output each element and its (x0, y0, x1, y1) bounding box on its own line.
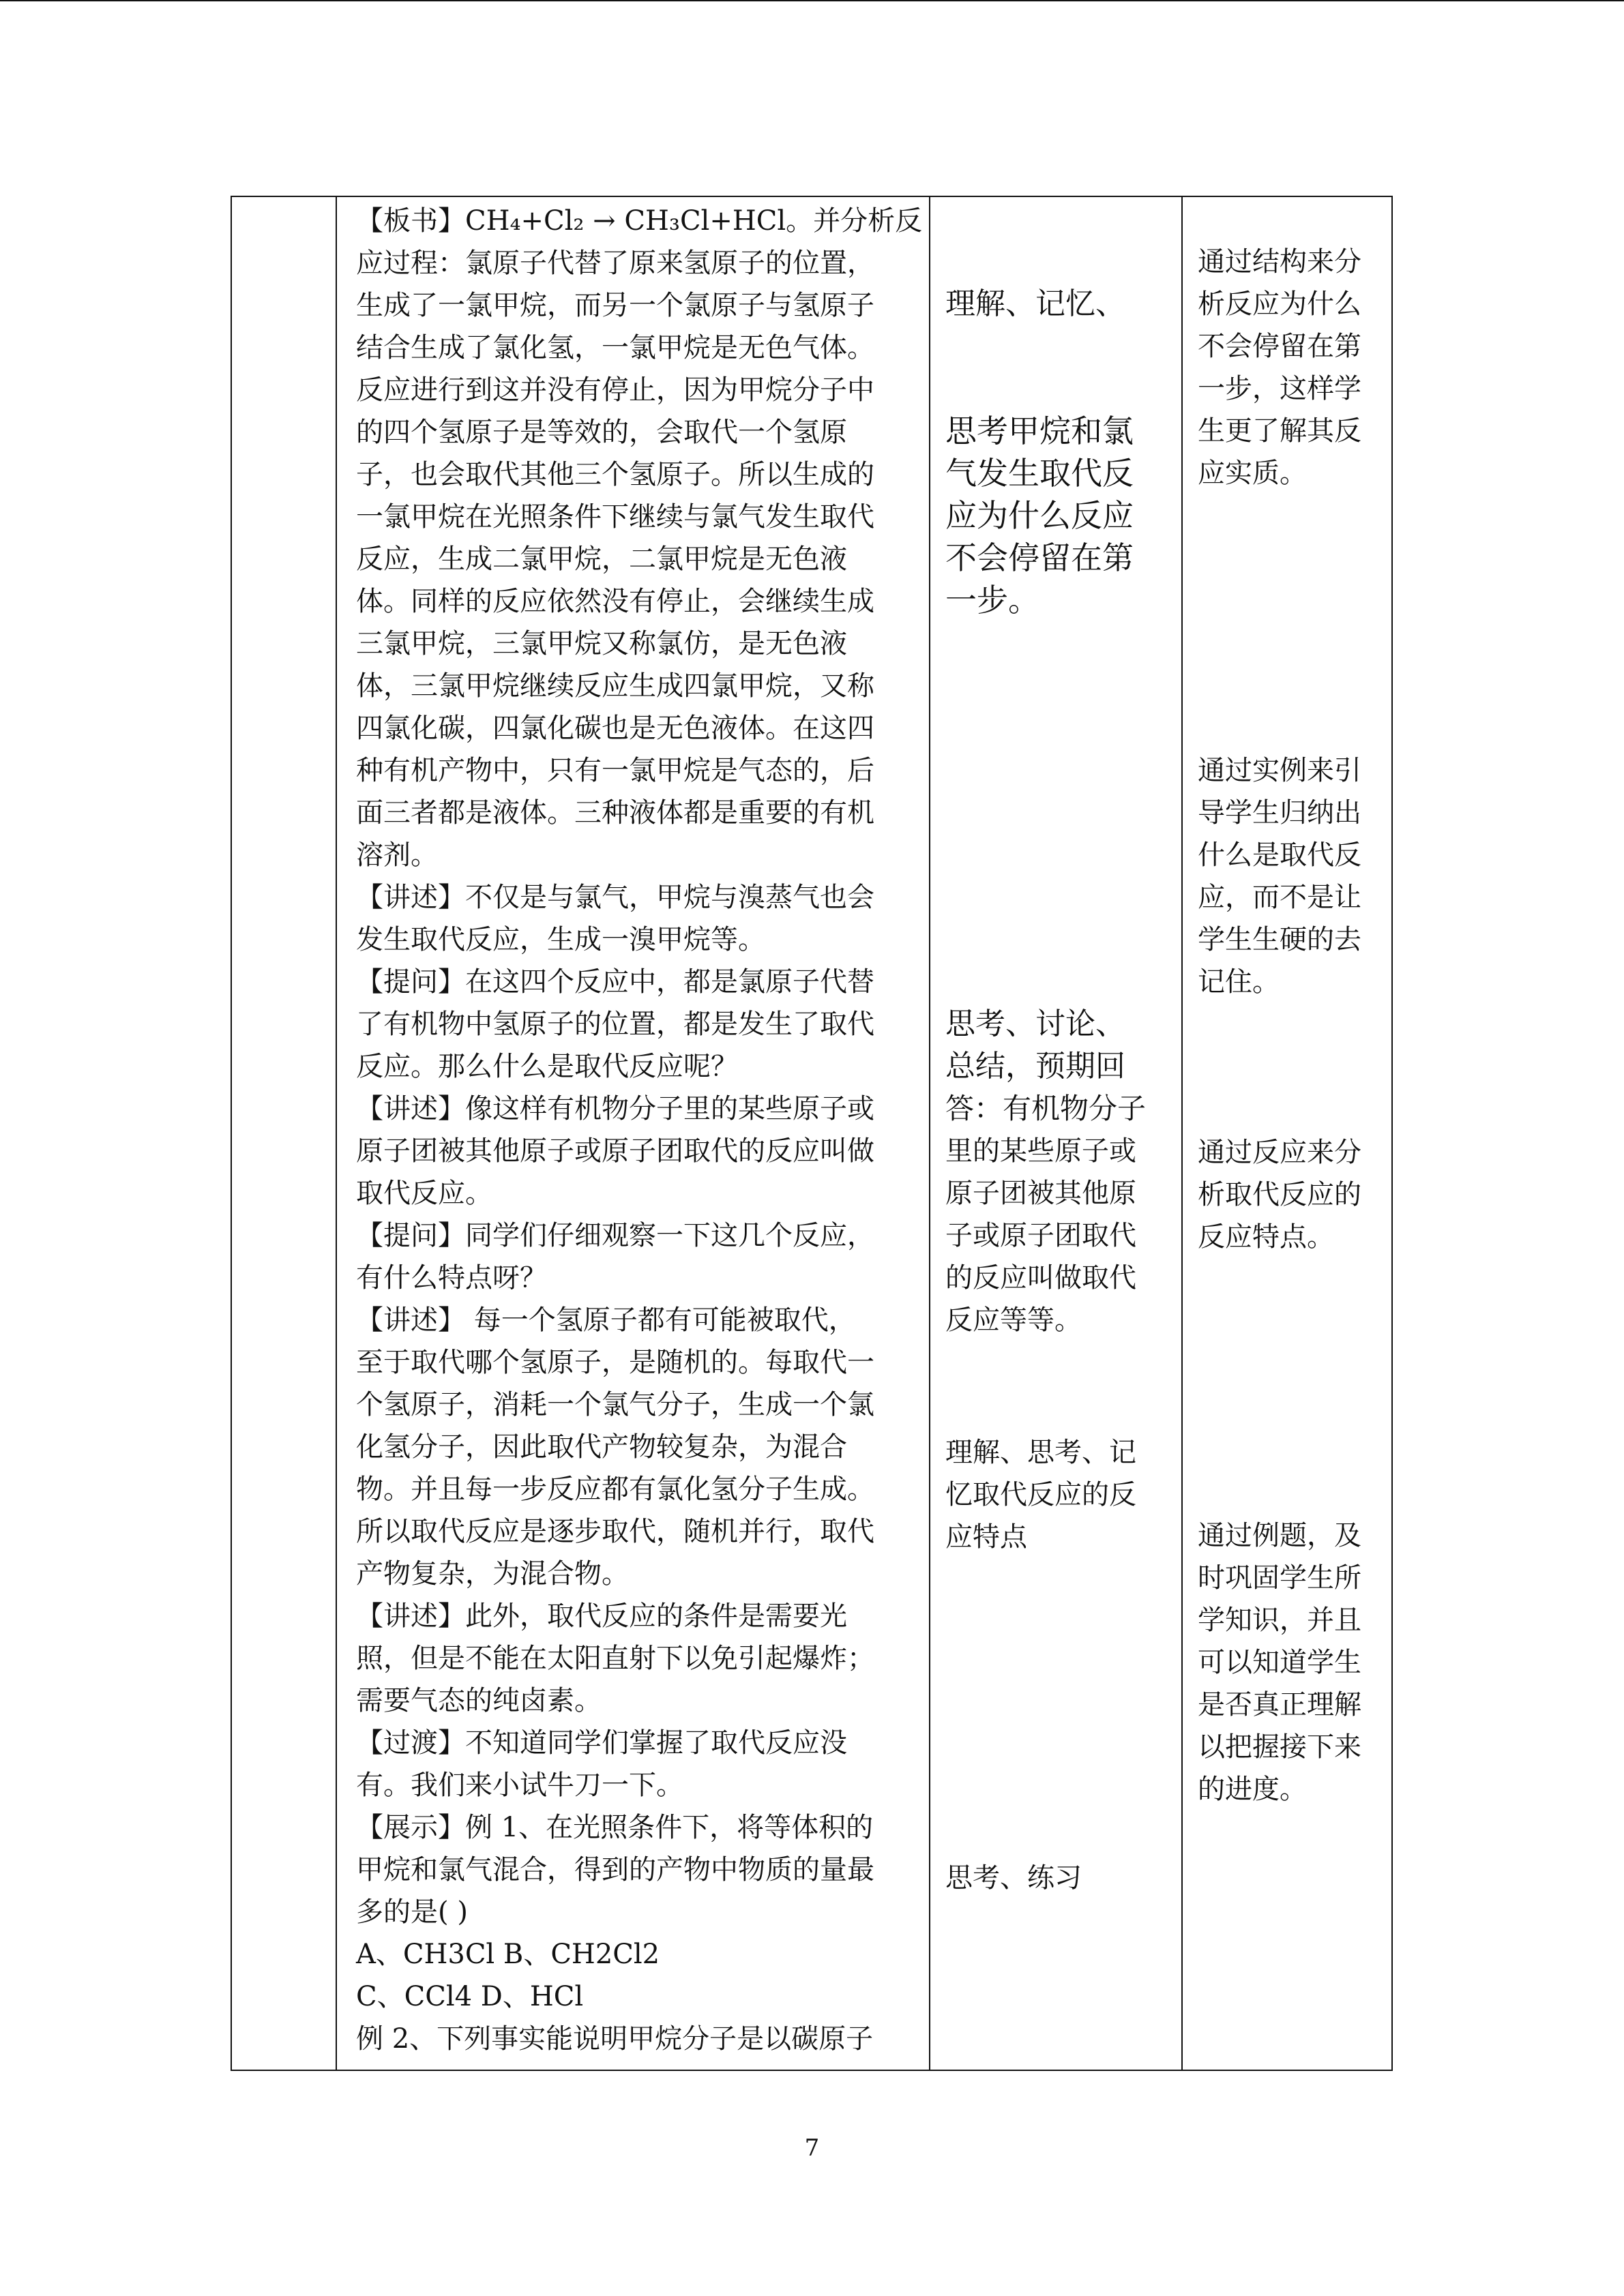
teacher-line: 照，但是不能在太阳直射下以免引起爆炸； (356, 1643, 874, 1674)
teacher-line: 一氯甲烷在光照条件下继续与氯气发生取代 (356, 501, 874, 533)
student-line: 一步。 (945, 582, 1039, 618)
teacher-line: 的四个氢原子是等效的，会取代一个氢原 (356, 417, 847, 448)
student-line: 子或原子团取代 (945, 1220, 1136, 1251)
teacher-line: 原子团被其他原子或原子团取代的反应叫做 (356, 1135, 874, 1167)
teacher-line: 四氯化碳，四氯化碳也是无色液体。在这四 (356, 713, 874, 744)
student-line: 里的某些原子或 (945, 1135, 1136, 1167)
student-line: 总结，预期回 (945, 1049, 1125, 1084)
lesson-table (231, 196, 1393, 2071)
intent-line: 应实质。 (1198, 458, 1307, 489)
teacher-line: 【过渡】不知道同学们掌握了取代反应没 (356, 1727, 847, 1759)
page-top-rule (0, 0, 1624, 1)
column-divider-2 (929, 196, 930, 2071)
student-line: 理解、记忆、 (945, 286, 1125, 321)
teacher-line: 生成了一氯甲烷，而另一个氯原子与氢原子 (356, 290, 874, 321)
design-intent-block-1 (1198, 241, 1389, 500)
intent-line: 析取代反应的 (1198, 1179, 1361, 1210)
column-divider-3 (1181, 196, 1183, 2071)
teacher-line: 反应，生成二氯甲烷，二氯甲烷是无色液 (356, 543, 847, 575)
teacher-line: 发生取代反应，生成一溴甲烷等。 (356, 924, 765, 955)
intent-line: 导学生归纳出 (1198, 797, 1361, 829)
intent-line: 通过实例来引 (1198, 755, 1361, 786)
stage-cell (233, 198, 334, 2067)
intent-line: 是否真正理解 (1198, 1689, 1361, 1720)
table-right-border (1391, 196, 1393, 2071)
teacher-line: 例 2、下列事实能说明甲烷分子是以碳原子 (356, 2023, 874, 2055)
student-activity-block-1 (945, 283, 1177, 331)
intent-line: 可以知道学生 (1198, 1647, 1361, 1678)
teacher-line: 化氢分子，因此取代产物较复杂，为混合 (356, 1431, 847, 1463)
intent-line: 时巩固学生所 (1198, 1562, 1361, 1594)
student-line: 反应等等。 (945, 1304, 1082, 1336)
design-intent-block-3 (1198, 1131, 1389, 1261)
student-line: 气发生取代反 (945, 455, 1134, 492)
teacher-line: 溶剂。 (356, 839, 438, 871)
student-line: 不会停留在第 (945, 539, 1134, 576)
teacher-line: 有。我们来小试牛刀一下。 (356, 1770, 683, 1801)
table-bottom-border (231, 2070, 1393, 2071)
teacher-line: 有什么特点呀？ (356, 1262, 547, 1294)
teacher-line: 需要气态的纯卤素。 (356, 1685, 602, 1716)
intent-line: 反应特点。 (1198, 1221, 1334, 1253)
table-left-border (231, 196, 232, 2071)
student-activity-block-5 (945, 1857, 1177, 1905)
student-line: 思考、练习 (945, 1862, 1082, 1894)
intent-line: 学生生硬的去 (1198, 924, 1361, 955)
teacher-line: 了有机物中氢原子的位置，都是发生了取代 (356, 1009, 874, 1040)
teacher-line: 【展示】例 1、在光照条件下，将等体积的 (356, 1812, 874, 1843)
intent-line: 析反应为什么 (1198, 288, 1361, 320)
teacher-line: 【讲述】此外，取代反应的条件是需要光 (356, 1600, 847, 1632)
intent-line: 通过例题，及 (1198, 1520, 1361, 1551)
teacher-line: 【板书】CH₄+Cl₂ → CH₃Cl+HCl。并分析反 (356, 205, 923, 237)
teacher-line: 所以取代反应是逐步取代，随机并行，取代 (356, 1516, 874, 1547)
teacher-line: 三氯甲烷，三氯甲烷又称氯仿，是无色液 (356, 628, 847, 659)
teacher-line: 【提问】同学们仔细观察一下这几个反应， (356, 1220, 874, 1251)
teacher-line: 反应。那么什么是取代反应呢？ (356, 1051, 738, 1082)
intent-line: 以把握接下来 (1198, 1731, 1361, 1763)
design-intent-block-2 (1198, 749, 1389, 1009)
teacher-activity-cell (356, 200, 926, 2068)
teacher-line: 【讲述】不仅是与氯气，甲烷与溴蒸气也会 (356, 882, 874, 913)
table-top-border (231, 196, 1393, 197)
page-number: 7 (804, 2134, 820, 2162)
teacher-line: 反应进行到这并没有停止，因为甲烷分子中 (356, 374, 874, 406)
teacher-line: 取代反应。 (356, 1178, 492, 1209)
intent-line: 不会停留在第 (1198, 331, 1361, 362)
student-line: 应为什么反应 (945, 497, 1134, 534)
student-line: 忆取代反应的反 (945, 1479, 1136, 1510)
teacher-line: C、CCl4 D、HCl (356, 1981, 584, 2012)
teacher-line: 物。并且每一步反应都有氯化氢分子生成。 (356, 1474, 874, 1505)
intent-line: 应，而不是让 (1198, 882, 1361, 913)
teacher-line: 多的是( ) (356, 1896, 468, 1928)
student-activity-block-3 (945, 1003, 1177, 1344)
intent-line: 通过反应来分 (1198, 1137, 1361, 1168)
teacher-line: A、CH3Cl B、CH2Cl2 (356, 1939, 660, 1970)
teacher-line: 【提问】在这四个反应中，都是氯原子代替 (356, 966, 874, 998)
teacher-line: 【讲述】像这样有机物分子里的某些原子或 (356, 1093, 874, 1124)
teacher-line: 应过程：氯原子代替了原来氢原子的位置， (356, 248, 874, 279)
teacher-line: 子，也会取代其他三个氢原子。所以生成的 (356, 459, 874, 490)
intent-line: 一步，这样学 (1198, 373, 1361, 404)
teacher-line: 体。同样的反应依然没有停止，会继续生成 (356, 586, 874, 617)
teacher-line: 结合生成了氯化氢，一氯甲烷是无色气体。 (356, 332, 874, 363)
student-line: 理解、思考、记 (945, 1437, 1136, 1468)
teacher-line: 面三者都是液体。三种液体都是重要的有机 (356, 797, 874, 829)
student-line: 思考、讨论、 (945, 1007, 1125, 1041)
intent-line: 通过结构来分 (1198, 246, 1361, 278)
intent-line: 生更了解其反 (1198, 415, 1361, 447)
teacher-line: 体，三氯甲烷继续反应生成四氯甲烷，又称 (356, 670, 874, 702)
student-activity-block-2 (945, 410, 1177, 628)
column-divider-1 (336, 196, 337, 2071)
student-line: 思考甲烷和氯 (945, 413, 1134, 449)
intent-line: 学知识，并且 (1198, 1605, 1361, 1636)
student-line: 的反应叫做取代 (945, 1262, 1136, 1294)
intent-line: 的进度。 (1198, 1774, 1307, 1805)
teacher-line: 甲烷和氯气混合，得到的产物中物质的量最 (356, 1854, 874, 1885)
teacher-line: 个氢原子，消耗一个氯气分子，生成一个氯 (356, 1389, 874, 1420)
teacher-line: 产物复杂，为混合物。 (356, 1558, 629, 1590)
teacher-line: 种有机产物中，只有一氯甲烷是气态的，后 (356, 755, 874, 786)
teacher-line: 至于取代哪个氢原子，是随机的。每取代一 (356, 1347, 874, 1378)
student-line: 应特点 (945, 1521, 1027, 1553)
design-intent-block-4 (1198, 1515, 1389, 1815)
intent-line: 什么是取代反 (1198, 839, 1361, 871)
intent-line: 记住。 (1198, 966, 1280, 998)
student-line: 答：有机物分子 (945, 1092, 1147, 1125)
student-activity-block-4 (945, 1431, 1177, 1561)
student-line: 原子团被其他原 (945, 1178, 1136, 1209)
teacher-line: 【讲述】 每一个氢原子都有可能被取代， (356, 1304, 856, 1336)
